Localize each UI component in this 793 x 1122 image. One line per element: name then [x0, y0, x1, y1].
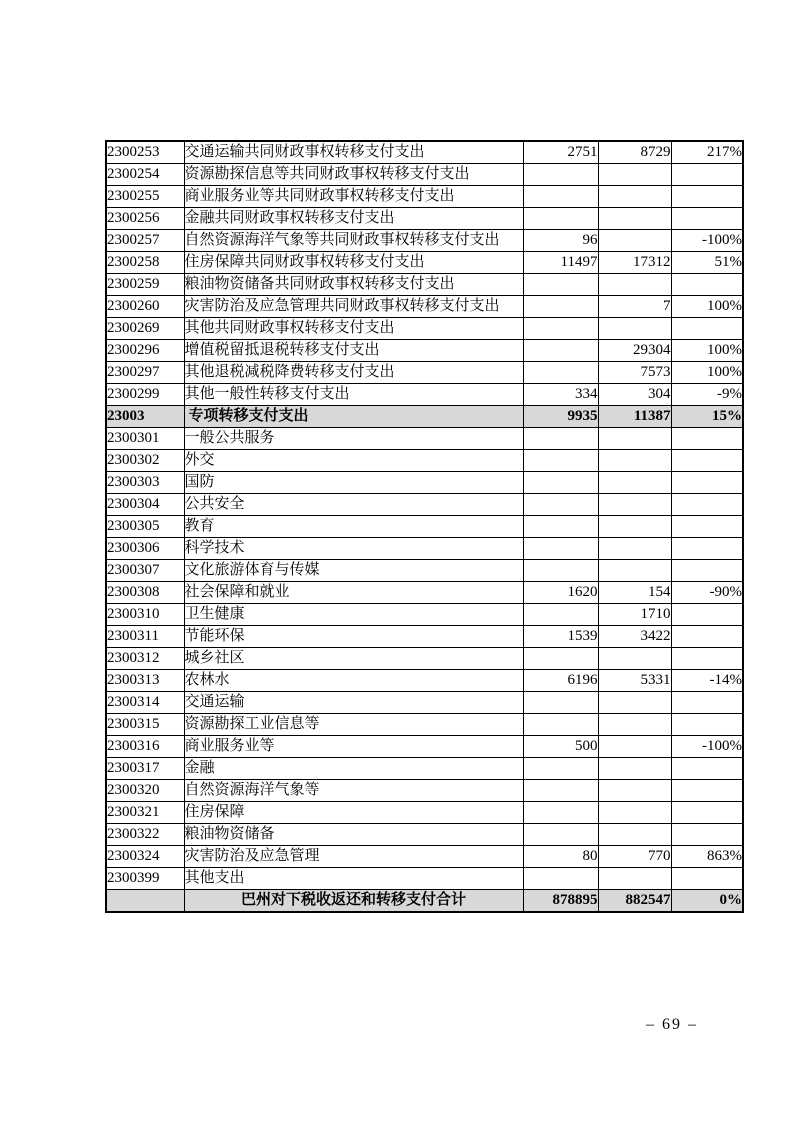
code-cell: 2300258 — [106, 252, 184, 274]
percent-cell: 100% — [671, 340, 743, 362]
code-cell: 2300259 — [106, 274, 184, 296]
amount2-cell: 11387 — [598, 406, 671, 428]
table-row — [106, 714, 743, 736]
amount1-cell — [523, 472, 598, 494]
percent-cell: -100% — [671, 230, 743, 252]
item-name-cell: 灾害防治及应急管理 — [184, 846, 523, 868]
item-name-cell: 文化旅游体育与传媒 — [184, 560, 523, 582]
amount1-cell: 11497 — [523, 252, 598, 274]
amount1-cell — [523, 362, 598, 384]
percent-cell — [671, 274, 743, 296]
table-row — [106, 340, 743, 362]
code-cell: 2300313 — [106, 670, 184, 692]
page-number: – 69 – — [646, 1016, 698, 1033]
table-row — [106, 560, 743, 582]
item-name-cell: 资源勘探信息等共同财政事权转移支付支出 — [184, 164, 523, 186]
item-name-cell: 城乡社区 — [184, 648, 523, 670]
table-row — [106, 208, 743, 230]
amount1-cell — [523, 538, 598, 560]
code-cell: 2300317 — [106, 758, 184, 780]
table-row — [106, 362, 743, 384]
amount1-cell: 80 — [523, 846, 598, 868]
table-body — [106, 141, 743, 912]
percent-cell — [671, 450, 743, 472]
item-name-cell: 卫生健康 — [184, 604, 523, 626]
amount1-cell — [523, 604, 598, 626]
percent-cell — [671, 802, 743, 824]
item-name-cell: 金融 — [184, 758, 523, 780]
amount2-cell — [598, 230, 671, 252]
amount2-cell: 7 — [598, 296, 671, 318]
amount1-cell — [523, 780, 598, 802]
amount1-cell — [523, 516, 598, 538]
table-row — [106, 824, 743, 846]
percent-cell: 100% — [671, 362, 743, 384]
percent-cell — [671, 538, 743, 560]
percent-cell — [671, 318, 743, 340]
item-name-cell: 交通运输共同财政事权转移支付支出 — [184, 141, 523, 164]
item-name-cell: 住房保障 — [184, 802, 523, 824]
table-row — [106, 318, 743, 340]
percent-cell: 863% — [671, 846, 743, 868]
code-cell: 2300310 — [106, 604, 184, 626]
amount1-cell — [523, 274, 598, 296]
code-cell: 2300257 — [106, 230, 184, 252]
percent-cell — [671, 758, 743, 780]
percent-cell: 0% — [671, 890, 743, 913]
table-row — [106, 428, 743, 450]
amount1-cell — [523, 560, 598, 582]
amount2-cell — [598, 428, 671, 450]
table-row — [106, 868, 743, 890]
amount1-cell: 878895 — [523, 890, 598, 913]
amount2-cell — [598, 472, 671, 494]
table-row — [106, 846, 743, 868]
amount1-cell — [523, 318, 598, 340]
code-cell: 23003 — [106, 406, 184, 428]
amount1-cell — [523, 692, 598, 714]
amount1-cell: 334 — [523, 384, 598, 406]
table-row — [106, 626, 743, 648]
amount2-cell: 154 — [598, 582, 671, 604]
amount1-cell — [523, 296, 598, 318]
amount2-cell — [598, 824, 671, 846]
percent-cell — [671, 472, 743, 494]
percent-cell — [671, 494, 743, 516]
table-row — [106, 538, 743, 560]
amount2-cell: 7573 — [598, 362, 671, 384]
code-cell: 2300299 — [106, 384, 184, 406]
amount1-cell: 2751 — [523, 141, 598, 164]
amount1-cell — [523, 450, 598, 472]
percent-cell: -100% — [671, 736, 743, 758]
table-row — [106, 252, 743, 274]
percent-cell: 15% — [671, 406, 743, 428]
percent-cell: 217% — [671, 141, 743, 164]
item-name-cell: 粮油物资储备 — [184, 824, 523, 846]
code-cell: 2300324 — [106, 846, 184, 868]
item-name-cell: 自然资源海洋气象等 — [184, 780, 523, 802]
code-cell: 2300256 — [106, 208, 184, 230]
percent-cell — [671, 604, 743, 626]
item-name-cell: 教育 — [184, 516, 523, 538]
amount1-cell — [523, 802, 598, 824]
item-name-cell: 商业服务业等 — [184, 736, 523, 758]
code-cell: 2300321 — [106, 802, 184, 824]
table-row — [106, 802, 743, 824]
code-cell: 2300304 — [106, 494, 184, 516]
table-row — [106, 164, 743, 186]
code-cell: 2300253 — [106, 141, 184, 164]
percent-cell: 51% — [671, 252, 743, 274]
table-row — [106, 648, 743, 670]
amount2-cell: 1710 — [598, 604, 671, 626]
amount2-cell — [598, 186, 671, 208]
amount2-cell: 304 — [598, 384, 671, 406]
amount2-cell — [598, 780, 671, 802]
item-name-cell: 一般公共服务 — [184, 428, 523, 450]
table-row — [106, 670, 743, 692]
item-name-cell: 金融共同财政事权转移支付支出 — [184, 208, 523, 230]
table-row — [106, 516, 743, 538]
item-name-cell: 专项转移支付支出 — [184, 406, 523, 428]
percent-cell — [671, 714, 743, 736]
table-row — [106, 450, 743, 472]
code-cell: 2300306 — [106, 538, 184, 560]
amount2-cell: 8729 — [598, 141, 671, 164]
amount1-cell — [523, 186, 598, 208]
amount2-cell: 770 — [598, 846, 671, 868]
item-name-cell: 国防 — [184, 472, 523, 494]
item-name-cell: 灾害防治及应急管理共同财政事权转移支付支出 — [184, 296, 523, 318]
table-row — [106, 582, 743, 604]
amount2-cell — [598, 274, 671, 296]
percent-cell — [671, 208, 743, 230]
code-cell: 2300320 — [106, 780, 184, 802]
amount2-cell — [598, 736, 671, 758]
total-row — [106, 890, 743, 913]
amount2-cell — [598, 714, 671, 736]
amount1-cell: 1539 — [523, 626, 598, 648]
amount2-cell — [598, 208, 671, 230]
code-cell: 2300322 — [106, 824, 184, 846]
table-row — [106, 384, 743, 406]
table-row — [106, 692, 743, 714]
amount1-cell — [523, 428, 598, 450]
code-cell: 2300303 — [106, 472, 184, 494]
amount1-cell: 9935 — [523, 406, 598, 428]
amount1-cell — [523, 648, 598, 670]
item-name-cell: 资源勘探工业信息等 — [184, 714, 523, 736]
code-cell: 2300315 — [106, 714, 184, 736]
item-name-cell: 巴州对下税收返还和转移支付合计 — [184, 890, 523, 913]
item-name-cell: 其他一般性转移支付支出 — [184, 384, 523, 406]
amount2-cell: 17312 — [598, 252, 671, 274]
amount2-cell: 3422 — [598, 626, 671, 648]
amount2-cell — [598, 538, 671, 560]
code-cell: 2300316 — [106, 736, 184, 758]
item-name-cell: 公共安全 — [184, 494, 523, 516]
item-name-cell: 商业服务业等共同财政事权转移支付支出 — [184, 186, 523, 208]
code-cell: 2300296 — [106, 340, 184, 362]
amount2-cell — [598, 692, 671, 714]
item-name-cell: 农林水 — [184, 670, 523, 692]
amount2-cell — [598, 516, 671, 538]
amount2-cell — [598, 560, 671, 582]
amount2-cell: 5331 — [598, 670, 671, 692]
code-cell: 2300302 — [106, 450, 184, 472]
percent-cell — [671, 648, 743, 670]
amount1-cell — [523, 164, 598, 186]
percent-cell: 100% — [671, 296, 743, 318]
item-name-cell: 其他支出 — [184, 868, 523, 890]
amount1-cell — [523, 824, 598, 846]
table-row — [106, 472, 743, 494]
code-cell: 2300312 — [106, 648, 184, 670]
item-name-cell: 社会保障和就业 — [184, 582, 523, 604]
item-name-cell: 住房保障共同财政事权转移支付支出 — [184, 252, 523, 274]
code-cell: 2300311 — [106, 626, 184, 648]
item-name-cell: 科学技术 — [184, 538, 523, 560]
table-row — [106, 141, 743, 164]
table-row — [106, 758, 743, 780]
amount2-cell: 29304 — [598, 340, 671, 362]
code-cell: 2300269 — [106, 318, 184, 340]
percent-cell — [671, 626, 743, 648]
code-cell: 2300305 — [106, 516, 184, 538]
percent-cell — [671, 780, 743, 802]
amount2-cell — [598, 648, 671, 670]
percent-cell — [671, 516, 743, 538]
table-row — [106, 780, 743, 802]
amount2-cell: 882547 — [598, 890, 671, 913]
item-name-cell: 自然资源海洋气象等共同财政事权转移支付支出 — [184, 230, 523, 252]
amount1-cell: 6196 — [523, 670, 598, 692]
percent-cell — [671, 560, 743, 582]
amount1-cell: 500 — [523, 736, 598, 758]
item-name-cell: 外交 — [184, 450, 523, 472]
percent-cell — [671, 164, 743, 186]
code-cell: 2300254 — [106, 164, 184, 186]
item-name-cell: 其他共同财政事权转移支付支出 — [184, 318, 523, 340]
code-cell — [106, 890, 184, 913]
code-cell: 2300314 — [106, 692, 184, 714]
amount1-cell — [523, 868, 598, 890]
item-name-cell: 交通运输 — [184, 692, 523, 714]
item-name-cell: 其他退税减税降费转移支付支出 — [184, 362, 523, 384]
code-cell: 2300260 — [106, 296, 184, 318]
amount2-cell — [598, 450, 671, 472]
item-name-cell: 节能环保 — [184, 626, 523, 648]
code-cell: 2300301 — [106, 428, 184, 450]
table-row — [106, 296, 743, 318]
percent-cell — [671, 186, 743, 208]
percent-cell — [671, 692, 743, 714]
table-row — [106, 230, 743, 252]
table-row — [106, 736, 743, 758]
code-cell: 2300308 — [106, 582, 184, 604]
percent-cell: -9% — [671, 384, 743, 406]
code-cell: 2300297 — [106, 362, 184, 384]
amount2-cell — [598, 758, 671, 780]
percent-cell — [671, 868, 743, 890]
code-cell: 2300255 — [106, 186, 184, 208]
budget-table — [105, 140, 744, 913]
table-row — [106, 494, 743, 516]
amount1-cell — [523, 340, 598, 362]
percent-cell: -14% — [671, 670, 743, 692]
section-row — [106, 406, 743, 428]
amount2-cell — [598, 868, 671, 890]
amount1-cell: 96 — [523, 230, 598, 252]
table-row — [106, 186, 743, 208]
amount1-cell — [523, 208, 598, 230]
percent-cell — [671, 824, 743, 846]
amount2-cell — [598, 802, 671, 824]
amount1-cell: 1620 — [523, 582, 598, 604]
item-name-cell: 增值税留抵退税转移支付支出 — [184, 340, 523, 362]
item-name-cell: 粮油物资储备共同财政事权转移支付支出 — [184, 274, 523, 296]
amount2-cell — [598, 164, 671, 186]
table-row — [106, 274, 743, 296]
amount1-cell — [523, 714, 598, 736]
percent-cell — [671, 428, 743, 450]
amount1-cell — [523, 494, 598, 516]
code-cell: 2300399 — [106, 868, 184, 890]
code-cell: 2300307 — [106, 560, 184, 582]
amount2-cell — [598, 494, 671, 516]
amount1-cell — [523, 758, 598, 780]
percent-cell: -90% — [671, 582, 743, 604]
amount2-cell — [598, 318, 671, 340]
table-row — [106, 604, 743, 626]
